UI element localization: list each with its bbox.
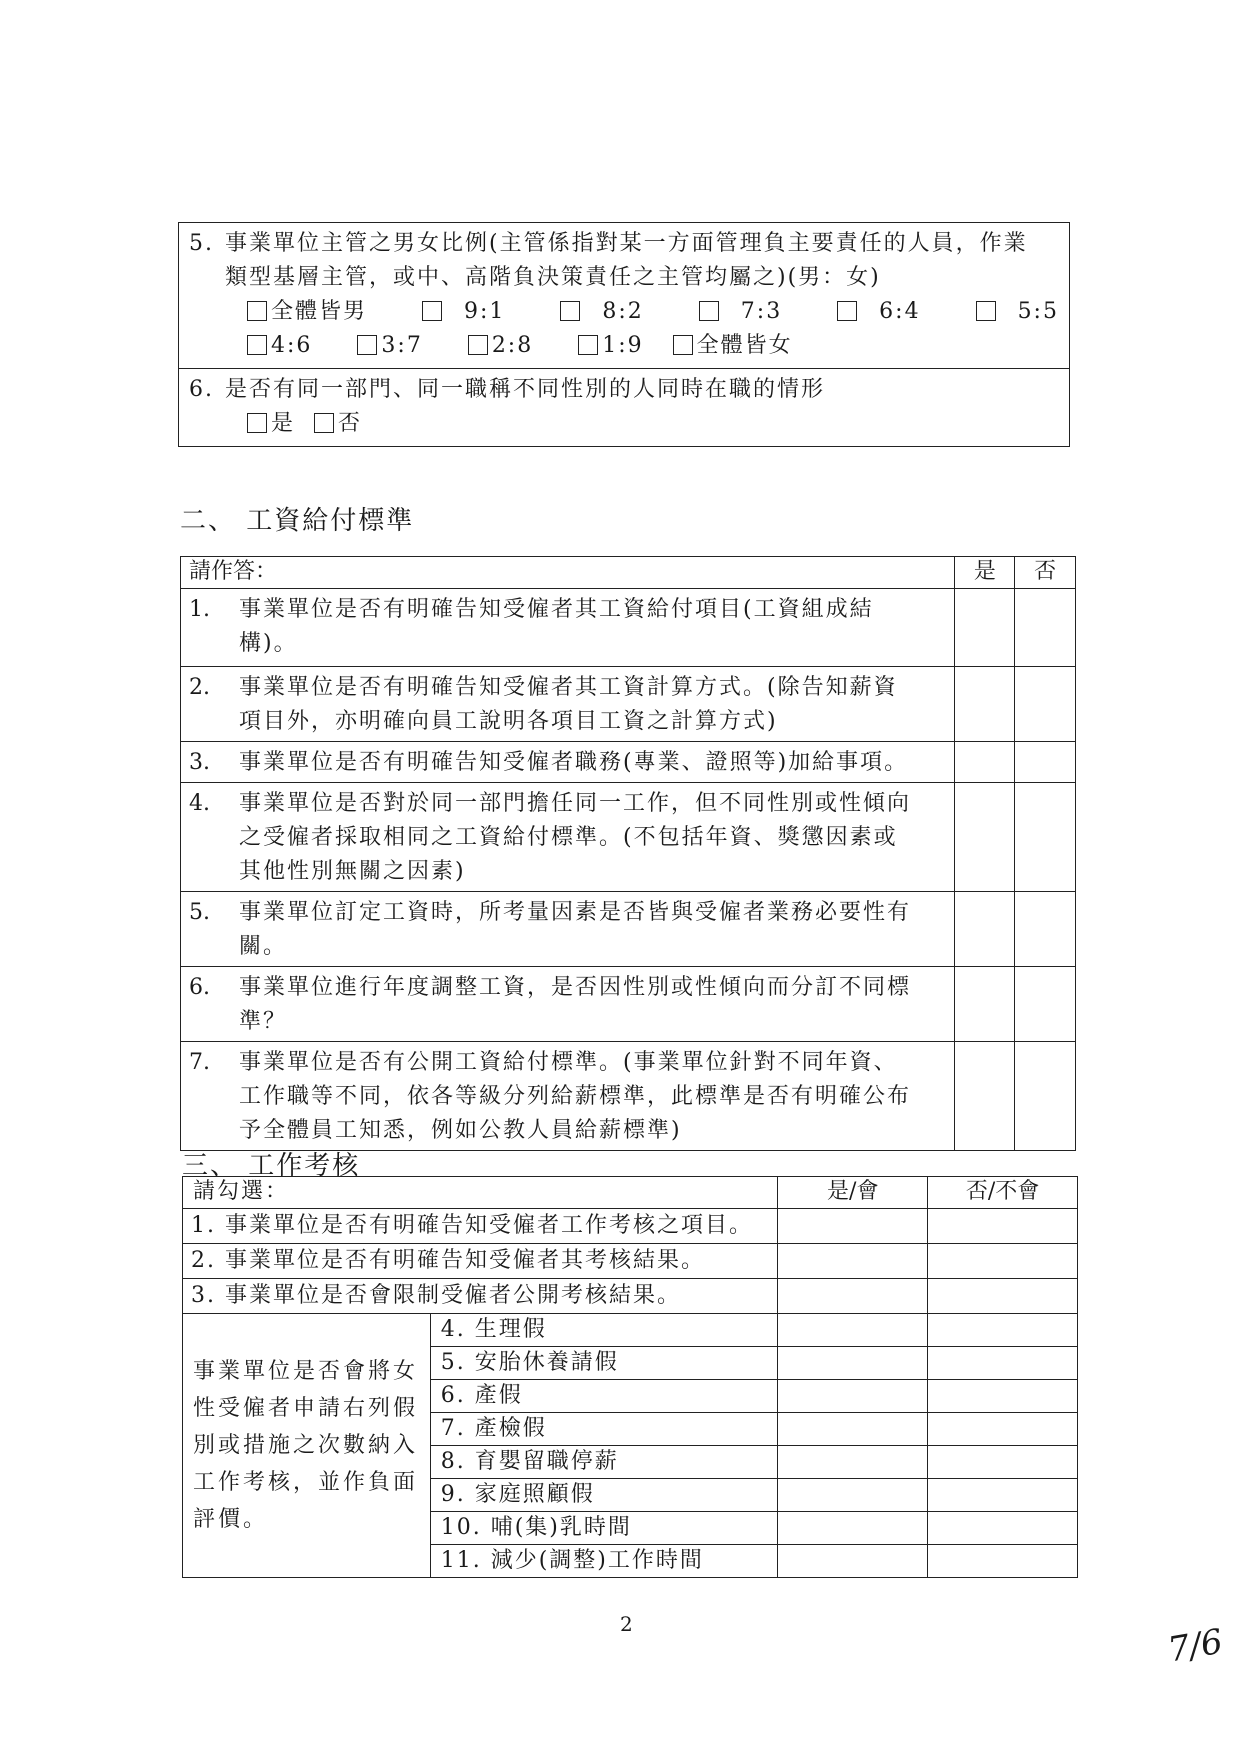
answer-no-cell[interactable]	[928, 1244, 1078, 1279]
q5-options-row2	[189, 329, 1059, 363]
checkbox-icon[interactable]	[468, 335, 488, 355]
q5-option[interactable]: 3:7	[357, 329, 422, 363]
table-row: 2. 事業單位是否有明確告知受僱者其考核結果。	[183, 1244, 778, 1279]
section2-title: 二、 工資給付標準	[180, 506, 415, 536]
answer-yes-cell[interactable]	[778, 1413, 928, 1446]
leave-item: 4. 生理假	[430, 1314, 778, 1347]
q6-option-yes[interactable]: 是	[247, 407, 295, 441]
answer-yes-cell[interactable]	[778, 1279, 928, 1314]
table-row: 1. 事業單位是否有明確告知受僱者其工資給付項目(工資組成結 構)。	[181, 589, 955, 667]
table-row: 6. 事業單位進行年度調整工資，是否因性別或性傾向而分訂不同標 準？	[181, 967, 955, 1042]
answer-no-cell[interactable]	[928, 1512, 1078, 1545]
q5-text-line2: 類型基層主管，或中、高階負決策責任之主管均屬之)(男：女)	[225, 265, 881, 290]
wage-standard-table	[180, 556, 1076, 1151]
q5-option[interactable]: 全體皆男	[247, 295, 367, 329]
q5-option[interactable]: 1:9	[578, 329, 643, 363]
checkbox-icon[interactable]	[699, 301, 719, 321]
table-row: 2. 事業單位是否有明確告知受僱者其工資計算方式。(除告知薪資 項目外，亦明確向員工說明各項目工資之計算方式)	[181, 667, 955, 742]
leave-item: 10. 哺(集)乳時間	[430, 1512, 778, 1545]
checkbox-icon[interactable]	[976, 301, 996, 321]
q6-options	[189, 407, 1059, 441]
table-row: 5. 事業單位訂定工資時，所考量因素是否皆與受僱者業務必要性有 關。	[181, 892, 955, 967]
handwritten-mark: 7/6	[1164, 1621, 1226, 1671]
checkbox-icon[interactable]	[422, 301, 442, 321]
q5-option[interactable]: 9:1	[422, 295, 505, 329]
q5-option[interactable]: 全體皆女	[673, 329, 793, 363]
answer-yes-cell[interactable]	[778, 1244, 928, 1279]
answer-no-cell[interactable]	[928, 1314, 1078, 1347]
answer-no-cell[interactable]	[928, 1545, 1078, 1578]
answer-yes-cell[interactable]	[778, 1347, 928, 1380]
checkbox-icon[interactable]	[578, 335, 598, 355]
answer-yes-cell[interactable]	[778, 1446, 928, 1479]
table-row: 4. 事業單位是否對於同一部門擔任同一工作，但不同性別或性傾向 之受僱者採取相同之工資給付標準。(不包括年資、獎懲因素或 其他性別無關之因素)	[181, 783, 955, 892]
answer-yes-cell[interactable]	[778, 1545, 928, 1578]
table-header-prompt: 請作答：	[181, 557, 955, 589]
answer-no-cell[interactable]	[928, 1347, 1078, 1380]
checkbox-icon[interactable]	[560, 301, 580, 321]
answer-yes-cell[interactable]	[778, 1314, 928, 1347]
leave-item: 8. 育嬰留職停薪	[430, 1446, 778, 1479]
leave-item: 11. 減少(調整)工作時間	[430, 1545, 778, 1578]
answer-yes-cell[interactable]	[955, 742, 1015, 783]
q5-option[interactable]: 5:5	[976, 295, 1059, 329]
table-header-yes: 是/會	[778, 1177, 928, 1209]
answer-no-cell[interactable]	[1015, 667, 1076, 742]
answer-no-cell[interactable]	[1015, 967, 1076, 1042]
answer-yes-cell[interactable]	[955, 667, 1015, 742]
leave-item: 5. 安胎休養請假	[430, 1347, 778, 1380]
q5-option[interactable]: 8:2	[560, 295, 643, 329]
answer-yes-cell[interactable]	[955, 967, 1015, 1042]
performance-review-table	[182, 1176, 1078, 1578]
table-header-no: 否/不會	[928, 1177, 1078, 1209]
leave-item: 6. 產假	[430, 1380, 778, 1413]
answer-yes-cell[interactable]	[778, 1479, 928, 1512]
answer-no-cell[interactable]	[1015, 742, 1076, 783]
leave-group-label: 事業單位是否會將女 性受僱者申請右列假 別或措施之次數納入 工作考核，並作負面 評價。	[183, 1314, 431, 1578]
table-header-yes: 是	[955, 557, 1015, 589]
answer-yes-cell[interactable]	[955, 783, 1015, 892]
checkbox-icon[interactable]	[247, 301, 267, 321]
q5-option[interactable]: 7:3	[699, 295, 782, 329]
checkbox-icon[interactable]	[314, 413, 334, 433]
answer-yes-cell[interactable]	[955, 1042, 1015, 1151]
answer-no-cell[interactable]	[928, 1479, 1078, 1512]
q5-text-line1: 事業單位主管之男女比例(主管係指對某一方面管理負主要責任的人員，作業	[225, 231, 1028, 256]
answer-no-cell[interactable]	[1015, 1042, 1076, 1151]
table-row: 1. 事業單位是否有明確告知受僱者工作考核之項目。	[183, 1209, 778, 1244]
checkbox-icon[interactable]	[247, 413, 267, 433]
checkbox-icon[interactable]	[673, 335, 693, 355]
table-row: 3. 事業單位是否有明確告知受僱者職務(專業、證照等)加給事項。	[181, 742, 955, 783]
checkbox-icon[interactable]	[247, 335, 267, 355]
answer-yes-cell[interactable]	[778, 1209, 928, 1244]
answer-no-cell[interactable]	[1015, 783, 1076, 892]
q5-options-row1	[189, 295, 1059, 329]
answer-yes-cell[interactable]	[955, 892, 1015, 967]
answer-no-cell[interactable]	[1015, 892, 1076, 967]
q6-cell	[179, 369, 1070, 447]
checkbox-icon[interactable]	[357, 335, 377, 355]
answer-no-cell[interactable]	[928, 1209, 1078, 1244]
answer-yes-cell[interactable]	[778, 1512, 928, 1545]
q5-option[interactable]: 6:4	[837, 295, 920, 329]
leave-item: 9. 家庭照顧假	[430, 1479, 778, 1512]
q5-cell	[179, 223, 1070, 369]
leave-item: 7. 產檢假	[430, 1413, 778, 1446]
table-header-no: 否	[1015, 557, 1076, 589]
page-number: 2	[620, 1612, 633, 1636]
answer-yes-cell[interactable]	[778, 1380, 928, 1413]
checkbox-icon[interactable]	[837, 301, 857, 321]
q5-option[interactable]: 4:6	[247, 329, 312, 363]
answer-no-cell[interactable]	[1015, 589, 1076, 667]
answer-no-cell[interactable]	[928, 1279, 1078, 1314]
answer-no-cell[interactable]	[928, 1446, 1078, 1479]
answer-yes-cell[interactable]	[955, 589, 1015, 667]
table-header-prompt: 請勾選：	[183, 1177, 778, 1209]
table-row: 7. 事業單位是否有公開工資給付標準。(事業單位針對不同年資、 工作職等不同，依各等級分列給薪標準，此標準是否有明確公布 予全體員工知悉，例如公教人員給薪標準)	[181, 1042, 955, 1151]
answer-no-cell[interactable]	[928, 1380, 1078, 1413]
q6-text: 是否有同一部門、同一職稱不同性別的人同時在職的情形	[225, 377, 826, 402]
q6-num: 6.	[189, 377, 214, 402]
section3-title: 三、 工作考核	[182, 1151, 361, 1181]
table-row: 3. 事業單位是否會限制受僱者公開考核結果。	[183, 1279, 778, 1314]
q5-num: 5.	[189, 231, 214, 256]
q5-option[interactable]: 2:8	[468, 329, 533, 363]
q6-option-no[interactable]: 否	[314, 407, 362, 441]
section1-table	[178, 222, 1070, 447]
answer-no-cell[interactable]	[928, 1413, 1078, 1446]
